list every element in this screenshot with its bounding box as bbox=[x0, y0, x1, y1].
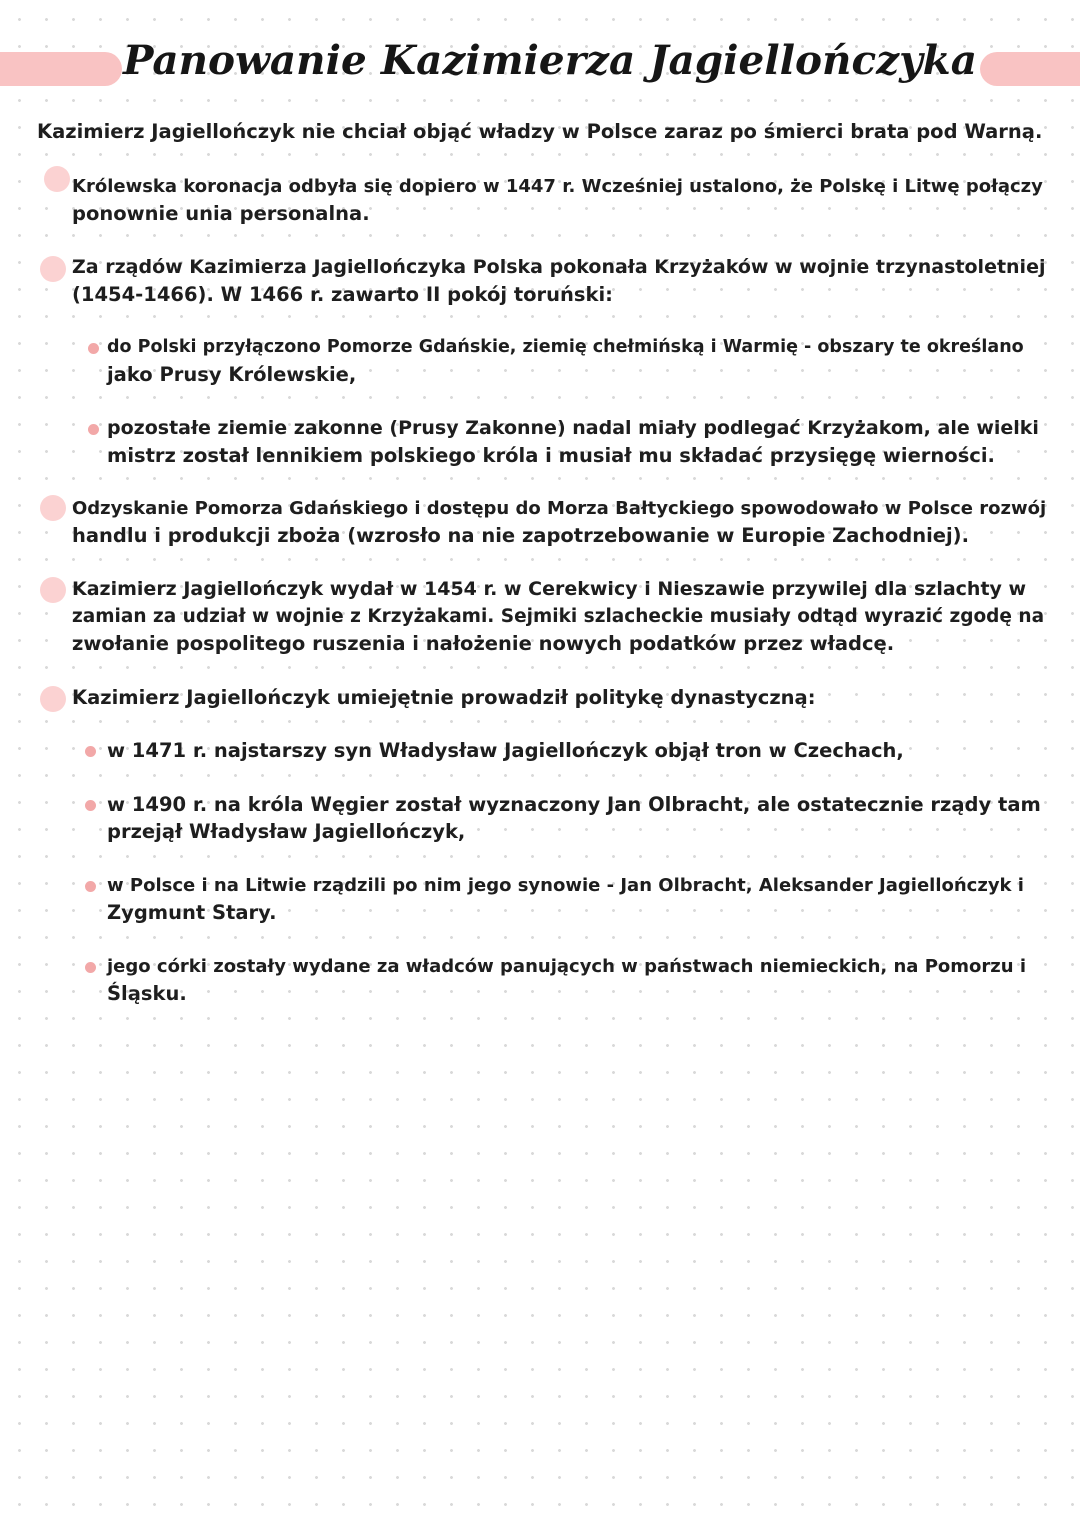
point-5-subpoint-4 bbox=[107, 953, 1047, 1007]
point-2-subpoint-1-line-1: do Polski przyłączono Pomorze Gdańskie, ziemię chełmińską i Warmię - obszary te określano bbox=[107, 337, 1024, 357]
point-5-line-1: Kazimierz Jagiellończyk umiejętnie prowadził politykę dynastyczną: bbox=[72, 686, 816, 709]
point-4 bbox=[72, 576, 1047, 657]
point-bullet-icon bbox=[40, 686, 66, 712]
subpoint-dot-icon bbox=[85, 800, 96, 811]
point-5-subpoint-1 bbox=[107, 737, 1047, 764]
point-2-subpoint-2-line-1: pozostałe ziemie zakonne (Prusy Zakonne) nadal miały podlegać Krzyżakom, ale wielki bbox=[107, 417, 1039, 439]
point-1-line-2: ponownie unia personalna. bbox=[72, 202, 370, 225]
point-bullet-icon bbox=[40, 495, 66, 521]
point-5-subpoint-2 bbox=[107, 791, 1047, 845]
point-5 bbox=[72, 684, 1047, 711]
point-4-line-2: zamian za udział w wojnie z Krzyżakami. Sejmiki szlacheckie musiały odtąd wyrazić zgodę na bbox=[72, 606, 1045, 627]
point-5-subpoint-3-line-1: w Polsce i na Litwie rządzili po nim jego synowie - Jan Olbracht, Aleksander Jagiellończyk i bbox=[107, 875, 1024, 896]
point-1 bbox=[72, 173, 1047, 227]
page-title: Panowanie Kazimierza Jagiellończyka bbox=[123, 36, 977, 84]
subpoint-dot-icon bbox=[85, 881, 96, 892]
intro-paragraph: Kazimierz Jagiellończyk nie chciał objąć władzy w Polsce zaraz po śmierci brata pod Warną. bbox=[37, 120, 1043, 143]
subpoint-dot-icon bbox=[85, 746, 96, 757]
point-2-subpoint-2 bbox=[107, 415, 1047, 469]
subpoint-dot-icon bbox=[85, 962, 96, 973]
title-highlight-left bbox=[0, 52, 122, 86]
point-2-subpoint-1-line-2: jako Prusy Królewskie, bbox=[107, 363, 357, 386]
point-5-subpoint-4-line-2: Śląsku. bbox=[107, 982, 187, 1005]
point-3-line-2: handlu i produkcji zboża (wzrosło na nie zapotrzebowanie w Europie Zachodniej). bbox=[72, 524, 969, 547]
point-5-subpoint-1-line-1: w 1471 r. najstarszy syn Władysław Jagiellończyk objął tron w Czechach, bbox=[107, 739, 904, 762]
point-5-subpoint-2-line-2: przejął Władysław Jagiellończyk, bbox=[107, 820, 466, 843]
subpoint-dot-icon bbox=[88, 424, 99, 435]
subpoint-dot-icon bbox=[88, 343, 99, 354]
point-4-line-3: zwołanie pospolitego ruszenia i nałożenie nowych podatków przez władcę. bbox=[72, 632, 895, 655]
point-5-subpoint-3-line-2: Zygmunt Stary. bbox=[107, 901, 277, 924]
point-bullet-icon bbox=[40, 256, 66, 282]
point-2-line-1: Za rządów Kazimierza Jagiellończyka Polska pokonała Krzyżaków w wojnie trzynastoletniej bbox=[72, 256, 1046, 278]
point-1-line-1: Królewska koronacja odbyła się dopiero w 1447 r. Wcześniej ustalono, że Polskę i Litwę połączy bbox=[72, 176, 1043, 197]
point-5-subpoint-2-line-1: w 1490 r. na króla Węgier został wyznaczony Jan Olbracht, ale ostatecznie rządy tam bbox=[107, 793, 1041, 816]
title-highlight-right bbox=[980, 52, 1080, 86]
point-2-subpoint-1 bbox=[107, 334, 1047, 388]
point-5-subpoint-3 bbox=[107, 872, 1047, 926]
point-5-subpoint-4-line-1: jego córki zostały wydane za władców panujących w państwach niemieckich, na Pomorzu i bbox=[107, 956, 1027, 977]
point-4-line-1: Kazimierz Jagiellończyk wydał w 1454 r. w Cerekwicy i Nieszawie przywilej dla szlachty w bbox=[72, 578, 1027, 600]
point-bullet-icon bbox=[44, 166, 70, 192]
point-3-line-1: Odzyskanie Pomorza Gdańskiego i dostępu do Morza Bałtyckiego spowodowało w Polsce rozwój bbox=[72, 498, 1047, 519]
point-2 bbox=[72, 254, 1047, 308]
point-2-subpoint-2-line-2: mistrz został lennikiem polskiego króla i musiał mu składać przysięgę wierności. bbox=[107, 444, 995, 467]
point-3 bbox=[72, 495, 1047, 549]
point-2-line-2: (1454-1466). W 1466 r. zawarto II pokój toruński: bbox=[72, 283, 613, 306]
point-bullet-icon bbox=[40, 577, 66, 603]
